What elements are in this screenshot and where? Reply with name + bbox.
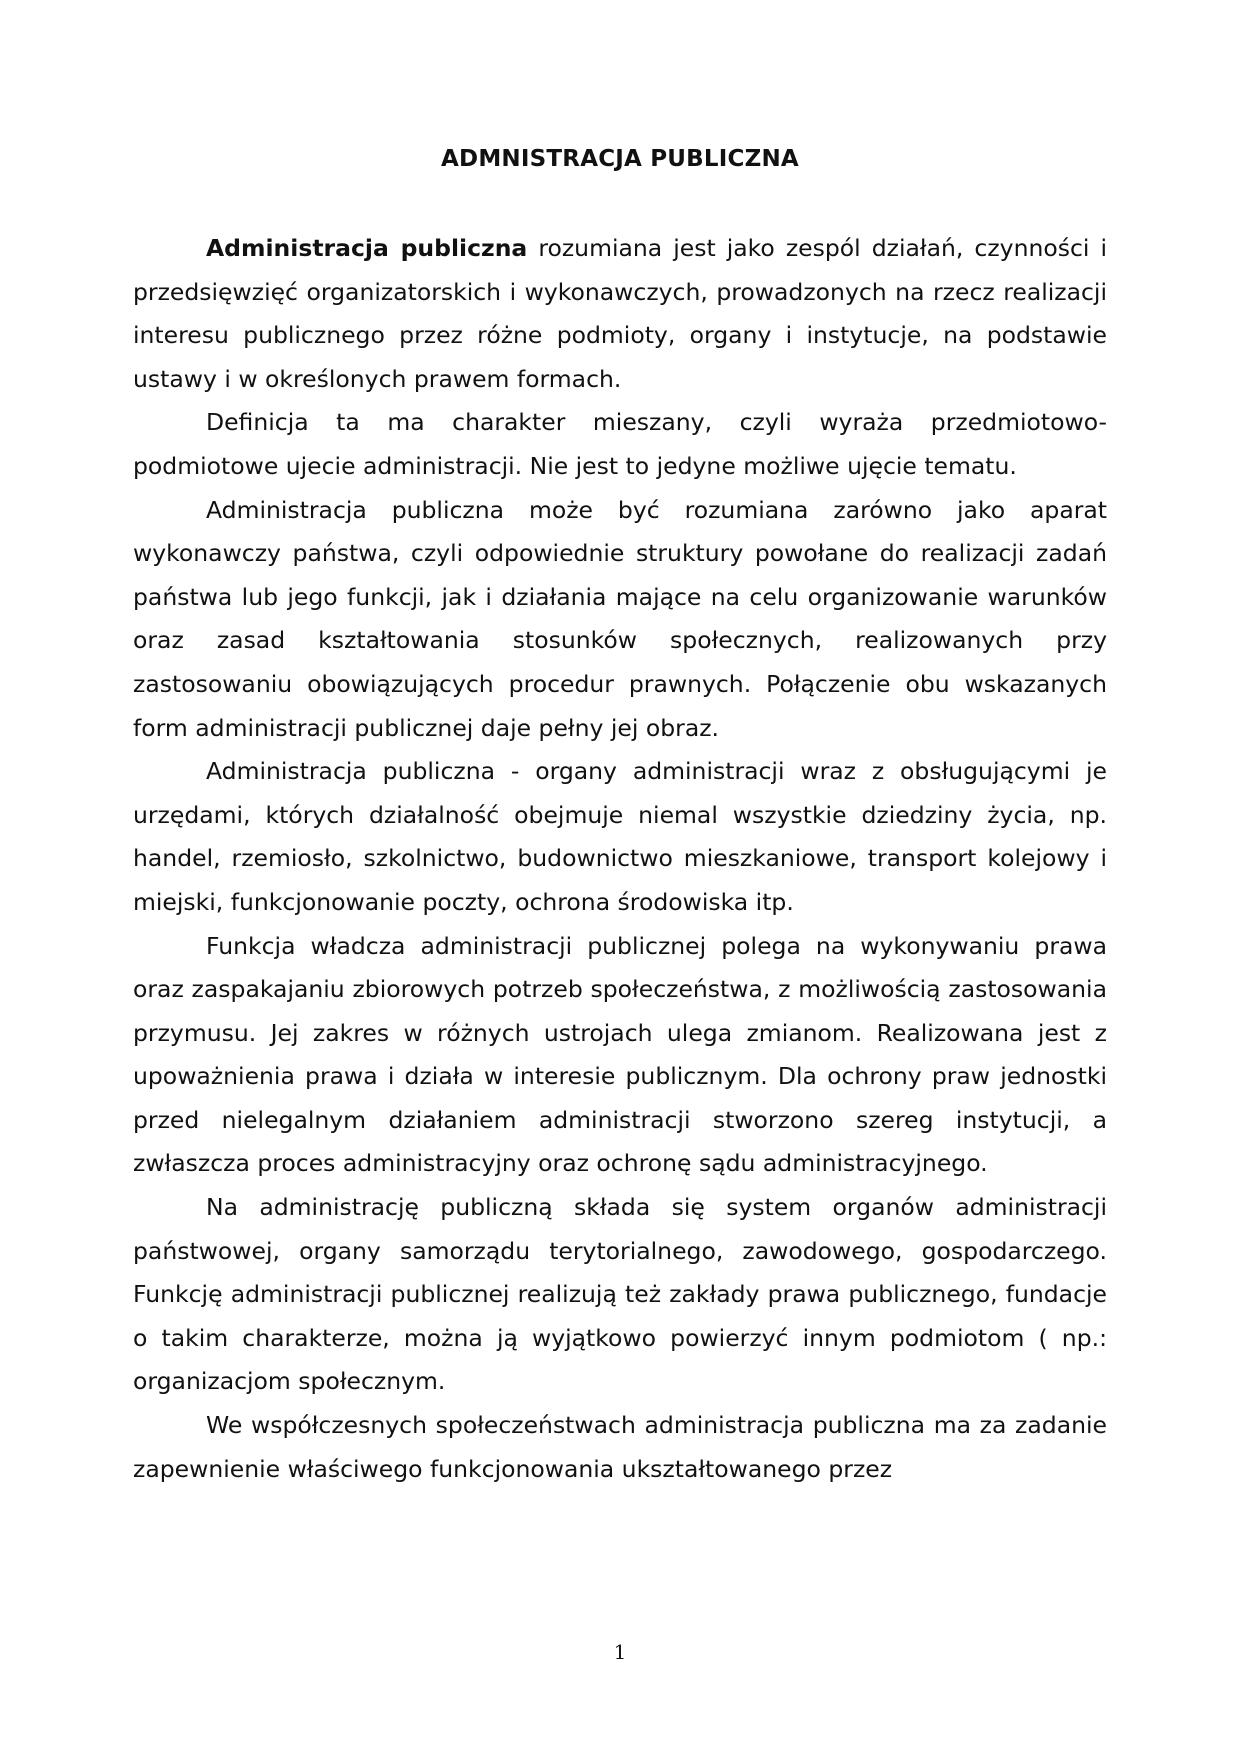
paragraph-2: Definicja ta ma charakter mieszany, czyli wyraża przedmiotowo-podmiotowe ujecie administracji. Nie jest to jedyne możliwe ujęcie tematu.	[133, 408, 1107, 480]
paragraph-3: Administracja publiczna może być rozumiana zarówno jako aparat wykonawczy państwa, czyli odpowiednie struktury powołane do realizacji zadań państwa lub jego funkcji, jak i działania mające na celu organizowanie warunków oraz zasad kształtowania stosunków społecznych, realizowanych przy zastosowaniu obowiązujących procedur prawnych. Połączenie obu wskazanych form administracji publicznej daje pełny jej obraz.	[133, 495, 1107, 742]
paragraph-4: Administracja publiczna - organy administracji wraz z obsługującymi je urzędami, których działalność obejmuje niemal wszystkie dziedziny życia, np. handel, rzemiosło, szkolnictwo, budownictwo mieszkaniowe, transport kolejowy i miejski, funkcjonowanie poczty, ochrona środowiska itp.	[133, 757, 1107, 916]
paragraph-1	[133, 227, 1107, 401]
paragraph-1-lead-term: Administracja publiczna	[206, 234, 528, 262]
document-body	[133, 227, 1107, 1491]
paragraph-7: We współczesnych społeczeństwach administracja publiczna ma za zadanie zapewnienie właściwego funkcjonowania ukształtowanego przez	[133, 1411, 1107, 1483]
paragraph-6: Na administrację publiczną składa się system organów administracji państwowej, organy samorządu terytorialnego, zawodowego, gospodarczego. Funkcję administracji publicznej realizują też zakłady prawa publicznego, fundacje o takim charakterze, można ją wyjątkowo powierzyć innym podmiotom ( np.: organizacjom społecznym.	[133, 1193, 1107, 1396]
paragraph-5: Funkcja władcza administracji publicznej polega na wykonywaniu prawa oraz zaspakajaniu zbiorowych potrzeb społeczeństwa, z możliwością zastosowania przymusu. Jej zakres w różnych ustrojach ulega zmianom. Realizowana jest z upoważnienia prawa i działa w interesie publicznym. Dla ochrony praw jednostki przed nielegalnym działaniem administracji stworzono szereg instytucji, a zwłaszcza proces administracyjny oraz ochronę sądu administracyjnego.	[133, 931, 1107, 1178]
paragraph-1-text: rozumiana jest jako zespól działań, czynności i przedsięwzięć organizatorskich i wykonawczych, prowadzonych na rzecz realizacji interesu publicznego przez różne podmioty, organy i instytucje, na podstawie ustawy i w określonych prawem formach.	[133, 234, 1107, 393]
document-title: ADMNISTRACJA PUBLICZNA	[441, 146, 799, 172]
page-number: 1	[613, 1640, 627, 1664]
